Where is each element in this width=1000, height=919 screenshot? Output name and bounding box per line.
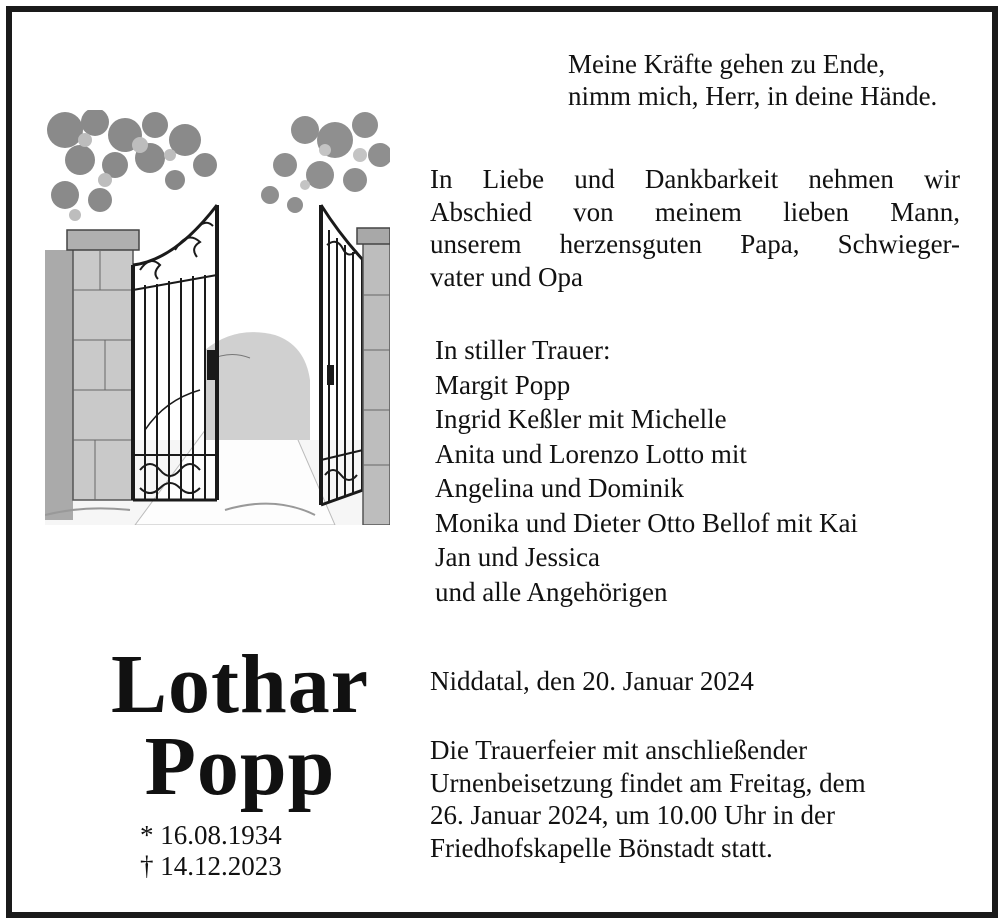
mourner-name: und alle Angehörigen <box>435 576 668 607</box>
farewell-line: vater und Opa <box>430 261 583 292</box>
place-and-date: Niddatal, den 20. Januar 2024 <box>430 666 754 696</box>
verse <box>568 48 937 112</box>
farewell-paragraph <box>430 163 960 293</box>
farewell-line: In Liebe und Dankbarkeit nehmen wir <box>430 164 960 194</box>
mourner-name: Anita und Lorenzo Lotto mit <box>435 438 747 469</box>
mourner-name: Jan und Jessica <box>435 542 600 572</box>
mourner-name: Margit Popp <box>435 369 571 400</box>
service-info <box>430 734 866 864</box>
mourner-name: Angelina und Dominik <box>435 473 684 503</box>
verse-line: Meine Kräfte gehen zu Ende, <box>568 49 886 79</box>
mourners-heading: In stiller Trauer: <box>435 335 611 365</box>
farewell-line: unserem herzensguten Papa, Schwieger- <box>430 229 960 259</box>
service-line: Urnenbeisetzung findet am Freitag, dem <box>430 767 866 798</box>
verse-line: nimm mich, Herr, in deine Hände. <box>568 81 938 111</box>
service-line: Friedhofskapelle Bönstadt statt. <box>430 832 773 863</box>
farewell-line: Abschied von meinem lieben Mann, <box>430 196 960 227</box>
mourner-name: Ingrid Keßler mit Michelle <box>435 404 727 434</box>
mourner-name: Monika und Dieter Otto Bellof mit Kai <box>435 507 858 538</box>
deceased-first-name: Lothar <box>111 638 369 731</box>
garden-gate-illustration <box>45 110 390 525</box>
mourners-list <box>435 333 858 609</box>
service-line: 26. Januar 2024, um 10.00 Uhr in der <box>430 800 835 830</box>
deceased-last-name: Popp <box>144 720 336 813</box>
life-dates <box>140 820 282 882</box>
birth-date: * 16.08.1934 <box>140 820 282 850</box>
death-date: † 14.12.2023 <box>140 851 282 881</box>
service-line: Die Trauerfeier mit anschließender <box>430 735 808 765</box>
